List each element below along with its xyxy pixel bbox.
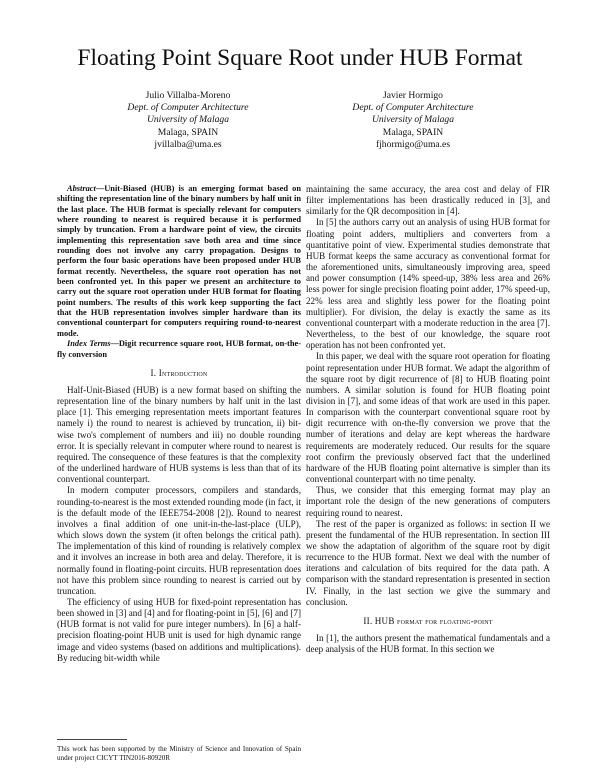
section-heading-hub-format [306,616,550,627]
author-department: Dept. of Computer Architecture [352,102,474,114]
section-title: Introduction [158,367,208,378]
author-block-1 [78,90,298,151]
right-column [306,184,550,655]
paper-title: Floating Point Square Root under HUB Format [77,45,523,71]
paragraph: In modern computer processors, compilers and standards, rounding-to-nearest is the most extended rounding mode (in fact, it is the default mode of the IEEE754-2008 [2]). Round to nearest involves a final addition of one unit-in-the-last-place (ULP), which slows down the system (it often belongs the critical path). The implementation of this kind of rounding is relatively complex and it involves an increase in both area and delay. Therefore, it is normally found in floating-point circuits. HUB representation does not have this problem since rounding to nearest is carried out by truncation. [57,485,301,596]
paragraph: In [5] the authors carry out an analysis of using HUB format for floating point adders, multipliers and converters from a quantitative point of view. Experimental studies demonstrate that HUB format keeps the same accuracy as conventional format for the aforementioned units, simultaneously improving area, speed and power consumption (14% speed-up, 38% less area and 26% less power for single precision floating point adder, 17% speed-up, 22% less area and slightly less power for the floating point multiplier). For division, the delay is exactly the same as its conventional counterpart with a moderate reduction in the area [7]. Nevertheless, to the best of our knowledge, the square root operation has not been confronted yet. [306,217,550,351]
index-terms [57,339,301,360]
paragraph: In this paper, we deal with the square root operation for floating point representation under HUB format. We adapt the algorithm of the square root by digit recurrence of [8] to HUB floating point numbers. A similar solution is found for HUB floating point division in [7], and some ideas of that work are used in this paper. In comparison with the counterpart conventional square root by digit recurrence with on-the-fly conversion we prove that the number of iterations and delay are kept whereas the hardware requirements are moderately reduced. Our results for the square root confirm the previously observed fact that the underlined hardware of the HUB floating point alternative is simpler than its conventional counterpart with no time penalty. [306,351,550,485]
author-department: Dept. of Computer Architecture [127,102,249,114]
abstract-text: Unit-Biased (HUB) is an emerging format based on shifting the representation line of the binary numbers by half unit in the last place. The HUB format is specially relevant for computers where rounding to nearest is required because it is performed simply by truncation. From a hardware point of view, the circuits implementing this representation save both area and time since rounding does not involve any carry propagation. Designs to perform the four basic operations have been proposed under HUB format recently. Nevertheless, the square root operation has not been confronted yet. In this paper we present an architecture to carry out the square root operation under HUB format for floating point numbers. The results of this work keep supporting the fact that the HUB representation involves simpler hardware than its conventional counterpart for computers requiring round-to-nearest mode. [57,184,301,338]
paragraph: Thus, we consider that this emerging format may play an important role the design of the new generations of computers requiring round to nearest. [306,485,550,518]
left-column [57,184,301,664]
footnote-rule [57,739,127,740]
section-title: HUB format for floating-point [374,615,493,626]
author-name: Julio Villalba-Moreno [145,90,231,101]
author-name: Javier Hormigo [383,90,443,101]
paragraph: The efficiency of using HUB for fixed-point representation has been showed in [3] and [4] and for floating-point in [5], [6] and [7] (HUB format is not valid for pure integer numbers). In [6] a half-precision floating-point HUB unit is used for high dynamic range image and video systems (based on additions and multiplications). By reducing bit-width while [57,596,301,663]
author-location: Malaga, SPAIN [157,126,219,138]
author-university: University of Malaga [371,114,455,126]
author-email: jvillalba@uma.es [154,138,222,150]
funding-footnote: This work has been supported by the Ministry of Science and Innovation of Spain under project CICYT TIN2016-80920R [57,745,301,762]
author-email: fjhormigo@uma.es [375,138,451,150]
author-block-2 [303,90,523,151]
section-number: II. [363,615,373,626]
abstract-label: Abstract— [67,184,105,193]
paragraph: Half-Unit-Biased (HUB) is a new format based on shifting the representation line of the binary numbers by half unit in the last place [1]. This emerging representation meets important features namely i) the round to nearest is achieved by truncation, ii) bit-wise two's complement of numbers and iii) no double rounding error. It is specially relevant in computer where round to nearest is required. The consequence of these features is that the complexity of the underlined hardware of HUB systems is less than that of its conventional counterpart. [57,385,301,485]
paragraph: The rest of the paper is organized as follows: in section II we present the fundamental of the HUB representation. In section III we show the adaptation of algorithm of the square root by digit recurrence to the HUB format. Next we deal with the number of iterations and calculation of bits required for the data path. A comparison with the standard representation is presented in section IV. Finally, in the last section we give the summary and conclusion. [306,518,550,607]
author-location: Malaga, SPAIN [382,126,444,138]
section-number: I. [150,367,157,378]
author-university: University of Malaga [146,114,230,126]
abstract [57,184,301,339]
index-terms-text: —Digit recurrence square root, HUB format, on-the-fly conversion [57,339,301,359]
paragraph: maintaining the same accuracy, the area cost and delay of FIR filter implementations has been drastically reduced in [3], and similarly for the QR decomposition in [4]. [306,184,550,217]
section-heading-introduction [57,368,301,379]
index-terms-label: Index Terms [67,339,111,349]
paragraph: In [1], the authors present the mathematical fundamentals and a deep analysis of the HUB format. In this section we [306,633,550,655]
